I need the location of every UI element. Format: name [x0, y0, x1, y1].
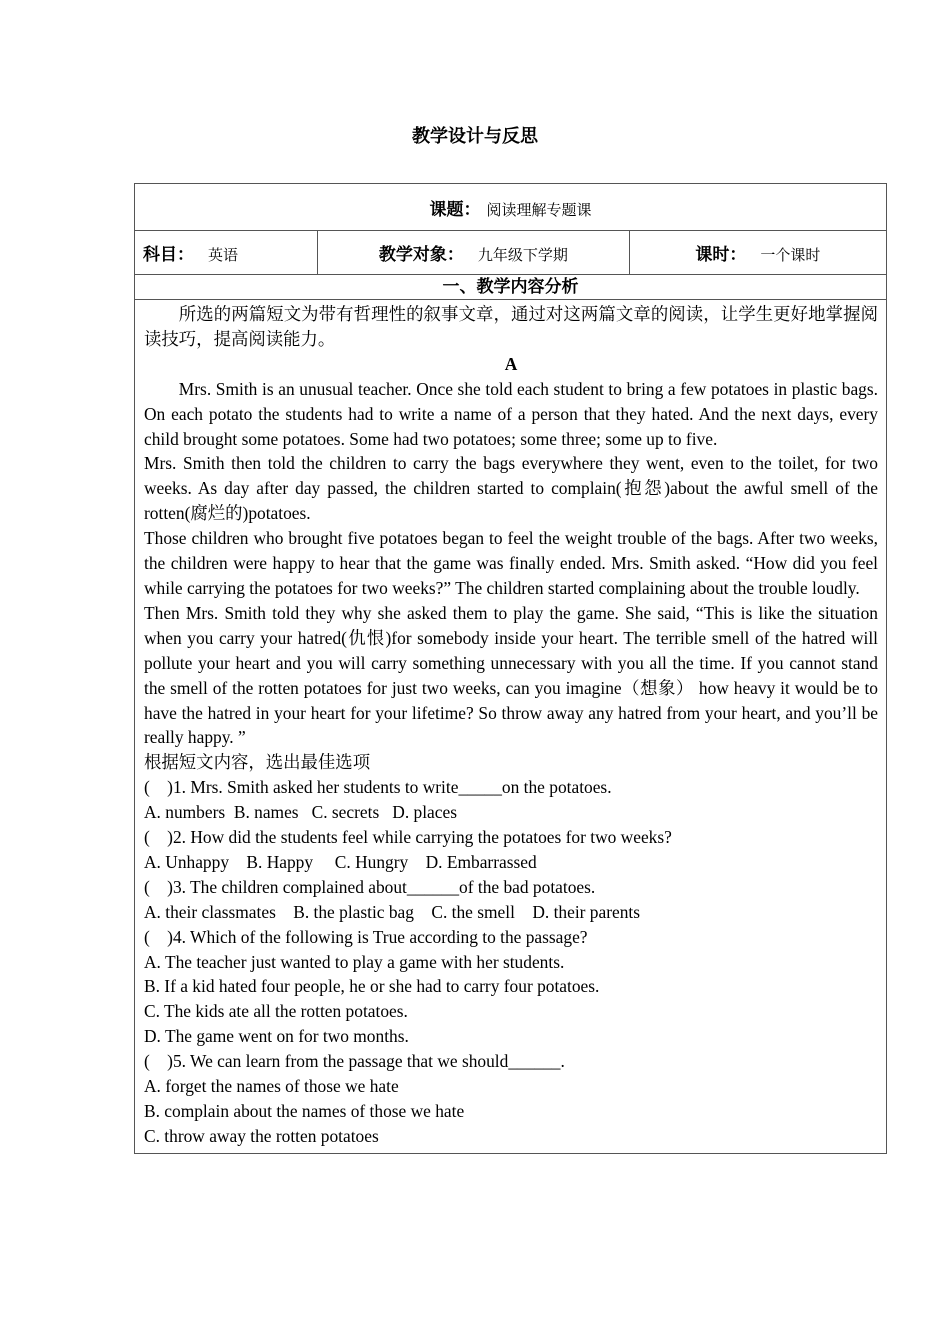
intro-paragraph: 所选的两篇短文为带有哲理性的叙事文章，通过对这两篇文章的阅读，让学生更好地掌握阅读技巧，提高阅读能力。	[144, 304, 878, 349]
document-title: 教学设计与反思	[412, 126, 538, 146]
question-stem: ( )4. Which of the following is True according to the passage?	[144, 926, 588, 947]
exercise-instruction: 根据短文内容，选出最佳选项	[144, 752, 371, 773]
question-options: A. Unhappy B. Happy C. Hungry D. Embarrassed	[144, 851, 537, 872]
topic-cell	[135, 184, 887, 231]
question-option: A. The teacher just wanted to play a game with her students.	[144, 951, 565, 972]
audience-cell	[317, 231, 629, 275]
content-body	[144, 302, 878, 1149]
audience-value: 九年级下学期	[477, 248, 568, 264]
question-options: A. their classmates B. the plastic bag C. the smell D. their parents	[144, 901, 641, 922]
question-option: C. throw away the rotten potatoes	[144, 1125, 379, 1146]
question-stem: ( )5. We can learn from the passage that we should______.	[144, 1051, 565, 1072]
subject-cell	[135, 231, 318, 275]
topic-value: 阅读理解专题课	[486, 202, 592, 219]
question-stem: ( )1. Mrs. Smith asked her students to write_____on the potatoes.	[144, 777, 612, 798]
passage-paragraph: Then Mrs. Smith told they why she asked them to play the game. She said, “This is like the situation when you carry your hatred(仇恨)for somebody inside your heart. The terrible smell of the hatred will pollute your heart and you will carry something unnecessary with you all the time. If you cannot stand the smell of the rotten potatoes for just two weeks, can you imagine（想象） how heavy it would be to have the hatred in your heart for your lifetime? So throw away any hatred from your heart, and you’ll be really happy. ”	[144, 602, 878, 748]
passage-paragraph: Mrs. Smith then told the children to carry the bags everywhere they went, even to the toilet, for two weeks. As day after day passed, the children started to complain(抱怨)about the awful smell of the rotten(腐烂的)potatoes.	[144, 453, 878, 524]
question-option: A. forget the names of those we hate	[144, 1076, 399, 1097]
content-row	[135, 300, 887, 1154]
passage-paragraph: Those children who brought five potatoes began to feel the weight trouble of the bags. After two weeks, the children were happy to hear that the game was finally ended. Mrs. Smith asked. “How did you feel while carrying the potatoes for two weeks?” The children started complaining about the trouble loudly.	[144, 528, 878, 598]
question-option: C. The kids ate all the rotten potatoes.	[144, 1001, 408, 1022]
content-cell	[135, 300, 887, 1154]
period-value: 一个课时	[760, 248, 821, 264]
section-title: 一、教学内容分析	[135, 275, 887, 300]
period-label: 课时：	[695, 245, 747, 264]
question-option: B. If a kid hated four people, he or she had to carry four potatoes.	[144, 976, 600, 997]
meta-row	[135, 231, 887, 275]
topic-row	[135, 184, 887, 231]
section-row	[135, 275, 887, 300]
question-options: A. numbers B. names C. secrets D. places	[144, 802, 457, 823]
passage-paragraph: Mrs. Smith is an unusual teacher. Once she told each student to bring a few potatoes in plastic bags. On each potato the students had to write a name of a person that they hated. And the next days, every child brought some potatoes. Some had two potatoes; some three; some up to five.	[144, 378, 878, 449]
subject-value: 英语	[208, 248, 239, 264]
audience-label: 教学对象：	[378, 245, 464, 264]
question-option: B. complain about the names of those we hate	[144, 1101, 465, 1121]
passage-label: A	[504, 353, 518, 374]
topic-label: 课题：	[429, 199, 481, 219]
subject-label: 科目：	[143, 245, 194, 264]
question-option: D. The game went on for two months.	[144, 1026, 409, 1047]
lesson-plan-table	[134, 183, 887, 1154]
period-cell	[629, 231, 886, 275]
question-stem: ( )2. How did the students feel while carrying the potatoes for two weeks?	[144, 827, 672, 848]
question-stem: ( )3. The children complained about______of the bad potatoes.	[144, 876, 596, 897]
